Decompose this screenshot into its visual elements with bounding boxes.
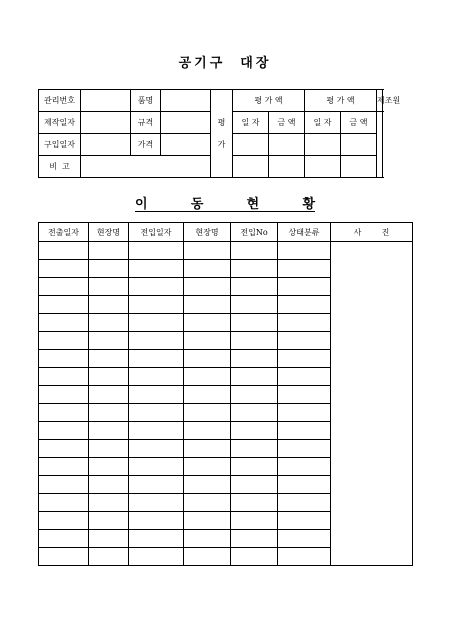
table-cell[interactable] xyxy=(184,242,231,260)
table-cell[interactable] xyxy=(184,476,231,494)
table-cell[interactable] xyxy=(231,332,278,350)
transfer-title-char: 현 xyxy=(246,196,260,212)
transfer-title-char: 이 xyxy=(135,196,148,212)
table-cell[interactable] xyxy=(278,494,331,512)
table-cell[interactable] xyxy=(231,530,278,548)
table-cell[interactable] xyxy=(184,350,231,368)
table-cell[interactable] xyxy=(89,260,129,278)
table-cell[interactable] xyxy=(89,350,129,368)
label-date-1: 일 자 xyxy=(233,112,269,134)
table-cell[interactable] xyxy=(129,422,184,440)
label-amount-2: 금 액 xyxy=(341,112,377,134)
table-cell[interactable] xyxy=(278,314,331,332)
label-amount-1: 금 액 xyxy=(269,112,305,134)
transfer-title-char: 동 xyxy=(190,196,204,212)
table-cell[interactable] xyxy=(231,440,278,458)
table-cell[interactable] xyxy=(184,440,231,458)
table-cell[interactable] xyxy=(278,458,331,476)
table-cell[interactable] xyxy=(129,458,184,476)
table-cell[interactable] xyxy=(231,404,278,422)
table-cell[interactable] xyxy=(89,440,129,458)
table-cell[interactable] xyxy=(184,458,231,476)
table-cell[interactable] xyxy=(231,350,278,368)
table-cell[interactable] xyxy=(278,476,331,494)
table-cell[interactable] xyxy=(231,386,278,404)
table-cell[interactable] xyxy=(184,278,231,296)
value-mgmt-no[interactable] xyxy=(81,90,131,112)
table-cell[interactable] xyxy=(231,260,278,278)
value-date-2b[interactable] xyxy=(305,156,341,178)
table-cell[interactable] xyxy=(231,422,278,440)
table-cell[interactable] xyxy=(184,368,231,386)
table-cell[interactable] xyxy=(184,548,231,566)
table-cell[interactable] xyxy=(129,548,184,566)
table-cell[interactable] xyxy=(89,422,129,440)
table-cell[interactable] xyxy=(231,368,278,386)
table-cell[interactable] xyxy=(231,278,278,296)
table-cell[interactable] xyxy=(89,296,129,314)
table-cell[interactable] xyxy=(278,296,331,314)
col-header-out-date: 전출일자 xyxy=(39,223,89,242)
table-cell[interactable] xyxy=(278,386,331,404)
table-cell[interactable] xyxy=(129,530,184,548)
table-cell[interactable] xyxy=(39,494,89,512)
table-cell[interactable] xyxy=(129,296,184,314)
col-header-status: 상태분류 xyxy=(278,223,331,242)
table-cell[interactable] xyxy=(89,242,129,260)
table-cell[interactable] xyxy=(278,548,331,566)
table-row xyxy=(39,242,413,260)
value-price[interactable] xyxy=(161,134,211,156)
table-cell[interactable] xyxy=(129,260,184,278)
col-header-in-no: 전입No xyxy=(231,223,278,242)
label-made-date: 제작일자 xyxy=(39,112,81,134)
table-cell[interactable] xyxy=(39,458,89,476)
table-cell[interactable] xyxy=(184,494,231,512)
col-header-photo: 사 진 xyxy=(331,223,413,242)
value-date-1[interactable] xyxy=(233,134,269,156)
page-title: 공기구 대장 xyxy=(178,56,272,71)
label-spec: 규격 xyxy=(131,112,161,134)
label-purchase-date: 구입일자 xyxy=(39,134,81,156)
label-eval-amount-1: 평 가 액 xyxy=(233,90,305,112)
label-manufacturer: 제조원 xyxy=(377,90,383,112)
table-cell[interactable] xyxy=(184,404,231,422)
transfer-title-char: 황 xyxy=(302,196,315,212)
label-remarks: 비 고 xyxy=(39,156,81,178)
table-cell[interactable] xyxy=(278,332,331,350)
table-cell[interactable] xyxy=(129,332,184,350)
table-cell[interactable] xyxy=(278,530,331,548)
col-header-in-date: 전입일자 xyxy=(129,223,184,242)
label-eval-bottom: 가 xyxy=(217,139,226,149)
table-cell[interactable] xyxy=(278,404,331,422)
table-cell[interactable] xyxy=(39,242,89,260)
table-cell[interactable] xyxy=(89,494,129,512)
table-cell[interactable] xyxy=(39,440,89,458)
value-amount-2b[interactable] xyxy=(341,156,377,178)
table-cell[interactable] xyxy=(89,476,129,494)
table-cell[interactable] xyxy=(39,386,89,404)
table-cell[interactable] xyxy=(129,404,184,422)
value-purchase-date[interactable] xyxy=(81,134,131,156)
value-amount-1[interactable] xyxy=(269,134,305,156)
value-remarks[interactable] xyxy=(81,156,211,178)
table-cell[interactable] xyxy=(39,296,89,314)
table-cell[interactable] xyxy=(39,422,89,440)
table-cell[interactable] xyxy=(89,278,129,296)
table-cell[interactable] xyxy=(278,350,331,368)
table-cell[interactable] xyxy=(39,314,89,332)
table-cell[interactable] xyxy=(184,314,231,332)
table-cell[interactable] xyxy=(129,278,184,296)
label-eval-amount-2: 평 가 액 xyxy=(305,90,377,112)
table-cell[interactable] xyxy=(129,386,184,404)
table-cell[interactable] xyxy=(39,530,89,548)
value-date-2[interactable] xyxy=(305,134,341,156)
table-cell[interactable] xyxy=(231,494,278,512)
value-spec[interactable] xyxy=(161,112,211,134)
table-cell[interactable] xyxy=(39,548,89,566)
table-cell[interactable] xyxy=(231,458,278,476)
value-amount-2[interactable] xyxy=(341,134,377,156)
value-manufacturer[interactable] xyxy=(377,112,383,178)
table-cell[interactable] xyxy=(278,440,331,458)
table-cell[interactable] xyxy=(129,242,184,260)
table-cell[interactable] xyxy=(129,368,184,386)
table-cell[interactable] xyxy=(129,476,184,494)
table-cell[interactable] xyxy=(231,296,278,314)
col-header-site-name-2: 현장명 xyxy=(184,223,231,242)
table-cell[interactable] xyxy=(89,458,129,476)
table-cell[interactable] xyxy=(184,332,231,350)
table-cell[interactable] xyxy=(89,530,129,548)
table-cell[interactable] xyxy=(129,350,184,368)
table-cell[interactable] xyxy=(89,548,129,566)
table-cell[interactable] xyxy=(231,476,278,494)
table-cell[interactable] xyxy=(89,314,129,332)
value-amount-1b[interactable] xyxy=(269,156,305,178)
label-eval xyxy=(211,90,233,178)
tool-ledger-table xyxy=(38,89,401,178)
table-cell[interactable] xyxy=(231,512,278,530)
label-mgmt-no: 관리번호 xyxy=(39,90,81,112)
table-cell[interactable] xyxy=(184,260,231,278)
transfer-title-underline xyxy=(135,211,315,212)
table-cell[interactable] xyxy=(89,368,129,386)
table-cell[interactable] xyxy=(129,440,184,458)
table-cell[interactable] xyxy=(39,332,89,350)
table-cell[interactable] xyxy=(39,476,89,494)
table-cell[interactable] xyxy=(39,350,89,368)
table-cell[interactable] xyxy=(231,548,278,566)
table-cell[interactable] xyxy=(231,242,278,260)
label-date-2: 일 자 xyxy=(305,112,341,134)
transfer-status-title xyxy=(135,194,315,210)
value-date-1b[interactable] xyxy=(233,156,269,178)
table-cell[interactable] xyxy=(184,530,231,548)
table-cell[interactable] xyxy=(278,260,331,278)
table-cell[interactable] xyxy=(39,260,89,278)
table-cell[interactable] xyxy=(278,278,331,296)
table-cell[interactable] xyxy=(129,494,184,512)
table-cell[interactable] xyxy=(278,242,331,260)
photo-area[interactable] xyxy=(331,242,413,566)
table-cell[interactable] xyxy=(278,512,331,530)
value-item-name[interactable] xyxy=(161,90,211,112)
table-cell[interactable] xyxy=(184,296,231,314)
table-cell[interactable] xyxy=(184,512,231,530)
value-made-date[interactable] xyxy=(81,112,131,134)
table-cell[interactable] xyxy=(184,422,231,440)
table-cell[interactable] xyxy=(39,404,89,422)
transfer-status-table xyxy=(38,222,413,566)
table-cell[interactable] xyxy=(129,314,184,332)
table-cell[interactable] xyxy=(39,278,89,296)
table-cell[interactable] xyxy=(278,422,331,440)
table-cell[interactable] xyxy=(129,512,184,530)
table-cell[interactable] xyxy=(231,314,278,332)
label-price: 가격 xyxy=(131,134,161,156)
table-cell[interactable] xyxy=(89,332,129,350)
label-eval-top: 평 xyxy=(217,117,226,127)
table-cell[interactable] xyxy=(278,368,331,386)
col-header-site-name: 현장명 xyxy=(89,223,129,242)
table-cell[interactable] xyxy=(89,386,129,404)
table-cell[interactable] xyxy=(89,404,129,422)
table-cell[interactable] xyxy=(39,368,89,386)
table-cell[interactable] xyxy=(89,512,129,530)
table-cell[interactable] xyxy=(39,512,89,530)
label-item-name: 품명 xyxy=(131,90,161,112)
table-cell[interactable] xyxy=(184,386,231,404)
